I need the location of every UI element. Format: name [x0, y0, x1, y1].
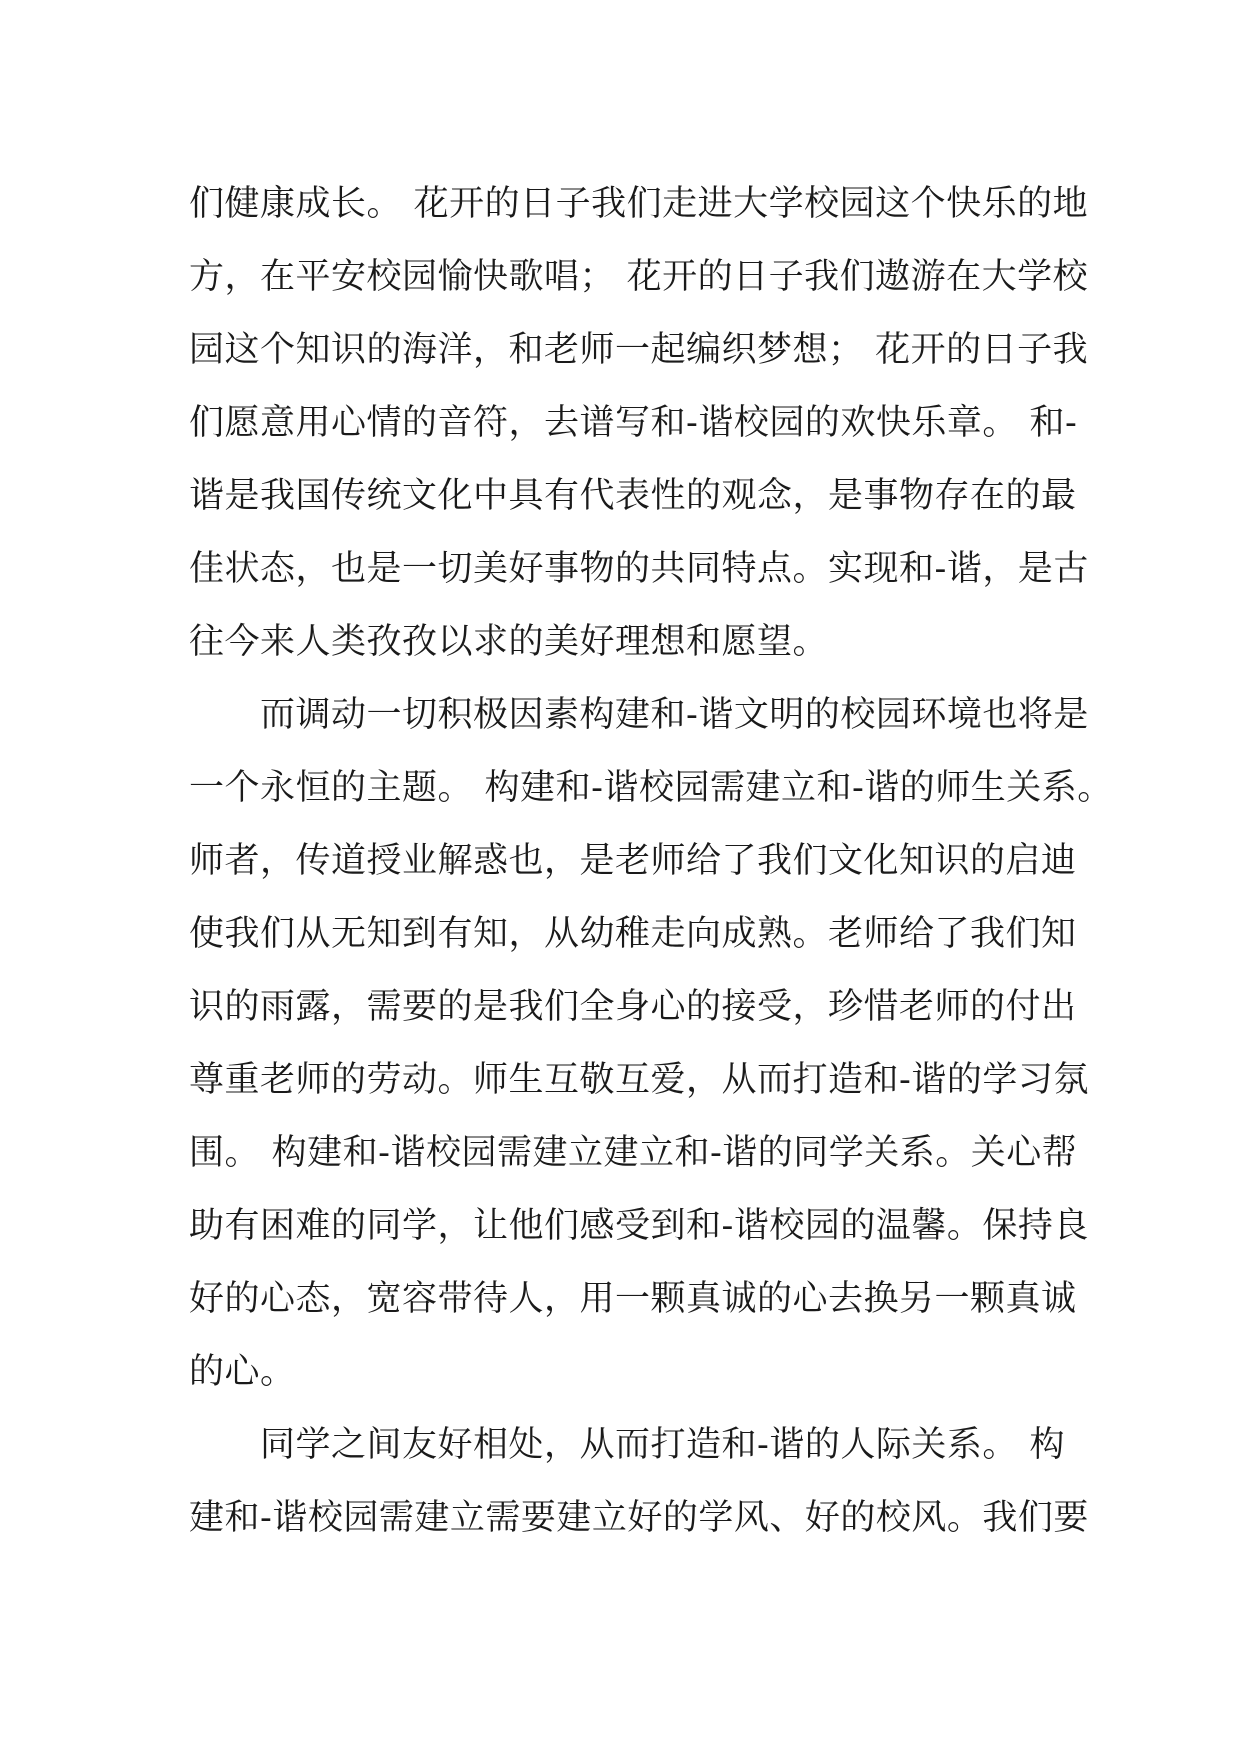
text-line: 使我们从无知到有知，从幼稚走向成熟。老师给了我们知	[189, 914, 1077, 954]
text-line: 围。 构建和-谐校园需建立建立和-谐的同学关系。关心帮	[189, 1133, 1078, 1173]
text-line: 园这个知识的海洋，和老师一起编织梦想； 花开的日子我	[189, 330, 1089, 370]
text-line: 尊重老师的劳动。师生互敬互爱，从而打造和-谐的学习氛	[189, 1060, 1089, 1100]
text-line: 往今来人类孜孜以求的美好理想和愿望。	[189, 622, 829, 662]
text-line: 的心。	[189, 1352, 296, 1392]
text-line: 方，在平安校园愉快歌唱； 花开的日子我们遨游在大学校	[189, 257, 1089, 297]
text-line: 好的心态，宽容带待人，用一颗真诚的心去换另一颗真诚	[189, 1279, 1077, 1319]
body-text	[189, 168, 1113, 1555]
text-line: 而调动一切积极因素构建和-谐文明的校园环境也将是	[189, 695, 1089, 735]
text-line: 们健康成长。 花开的日子我们走进大学校园这个快乐的地	[189, 184, 1089, 224]
text-line: 谐是我国传统文化中具有代表性的观念，是事物存在的最	[189, 476, 1077, 516]
text-line: 建和-谐校园需建立需要建立好的学风、好的校风。我们要	[189, 1498, 1089, 1538]
text-line: 们愿意用心情的音符，去谱写和-谐校园的欢快乐章。 和-	[189, 403, 1078, 443]
text-line: 同学之间友好相处，从而打造和-谐的人际关系。 构	[189, 1425, 1065, 1465]
text-line: 师者，传道授业解惑也，是老师给了我们文化知识的启迪	[189, 841, 1077, 881]
text-line: 识的雨露，需要的是我们全身心的接受，珍惜老师的付出	[189, 987, 1077, 1027]
text-line: 佳状态，也是一切美好事物的共同特点。实现和-谐，是古	[189, 549, 1089, 589]
text-line: 助有困难的同学，让他们感受到和-谐校园的温馨。保持良	[189, 1206, 1089, 1246]
text-line: 一个永恒的主题。 构建和-谐校园需建立和-谐的师生关系。	[189, 768, 1113, 808]
